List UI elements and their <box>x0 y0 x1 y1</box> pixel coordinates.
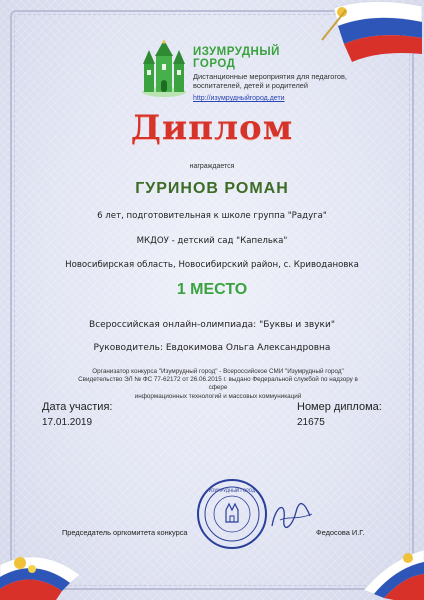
recipient-name: ГУРИНОВ РОМАН <box>135 180 289 197</box>
brand-description-line2: воспитателей, детей и родителей <box>193 81 309 90</box>
castle-icon <box>140 40 188 98</box>
diploma-title: Диплом <box>130 108 294 148</box>
participation-date-label: Дата участия: <box>42 401 113 413</box>
stamp-text: ИЗУМРУДНЫЙ ГОРОД <box>208 488 256 493</box>
diploma-number-label: Номер диплома: <box>297 401 382 413</box>
brand-description-line1: Дистанционные мероприятия для педагогов, <box>193 72 347 81</box>
brand-name <box>193 46 280 70</box>
stamp-seal-icon <box>196 478 268 550</box>
ribbon-decoration-left <box>0 505 110 600</box>
recipient-details: 6 лет, подготовительная к школе группа "Радуга" <box>97 211 327 221</box>
brand-name-line2: ГОРОД <box>193 58 236 70</box>
organizer-line2: Свидетельство ЭЛ № ФС 77-62172 от 26.06.2015 г. выдано Федеральной службой по надзору в сфере <box>78 376 358 392</box>
organizer-line3: информационных технологий и массовых коммуникаций <box>134 392 302 400</box>
brand-name-line1: ИЗУМРУДНЫЙ <box>193 46 280 58</box>
organizer-line1: Организатор конкурса "Изумрудный город" - Всероссийское СМИ "Изумрудный город" <box>92 368 344 375</box>
place-award: 1 МЕСТО <box>176 281 248 298</box>
russian-flag-icon <box>314 0 424 70</box>
awarded-text: награждается <box>189 163 235 170</box>
ribbon-decoration-right <box>334 520 424 600</box>
location: Новосибирская область, Новосибирский район, с. Криводановка <box>65 260 359 270</box>
chair-label: Председатель оргкомитета конкурса <box>62 528 188 537</box>
participation-date-value: 17.01.2019 <box>42 417 93 428</box>
brand-description <box>193 72 363 90</box>
organizer-info <box>78 368 358 401</box>
diploma-number-value: 21675 <box>297 417 325 428</box>
chair-name: Федосова И.Г. <box>316 528 365 537</box>
supervisor: Руководитель: Евдокимова Ольга Александровна <box>93 343 331 353</box>
institution: МКДОУ - детский сад "Капелька" <box>136 236 288 246</box>
event-name: Всероссийская онлайн-олимпиада: "Буквы и звуки" <box>89 320 335 330</box>
signature-icon <box>266 498 316 534</box>
brand-url-link[interactable]: http://изумрудныйгород.дети <box>193 95 285 102</box>
